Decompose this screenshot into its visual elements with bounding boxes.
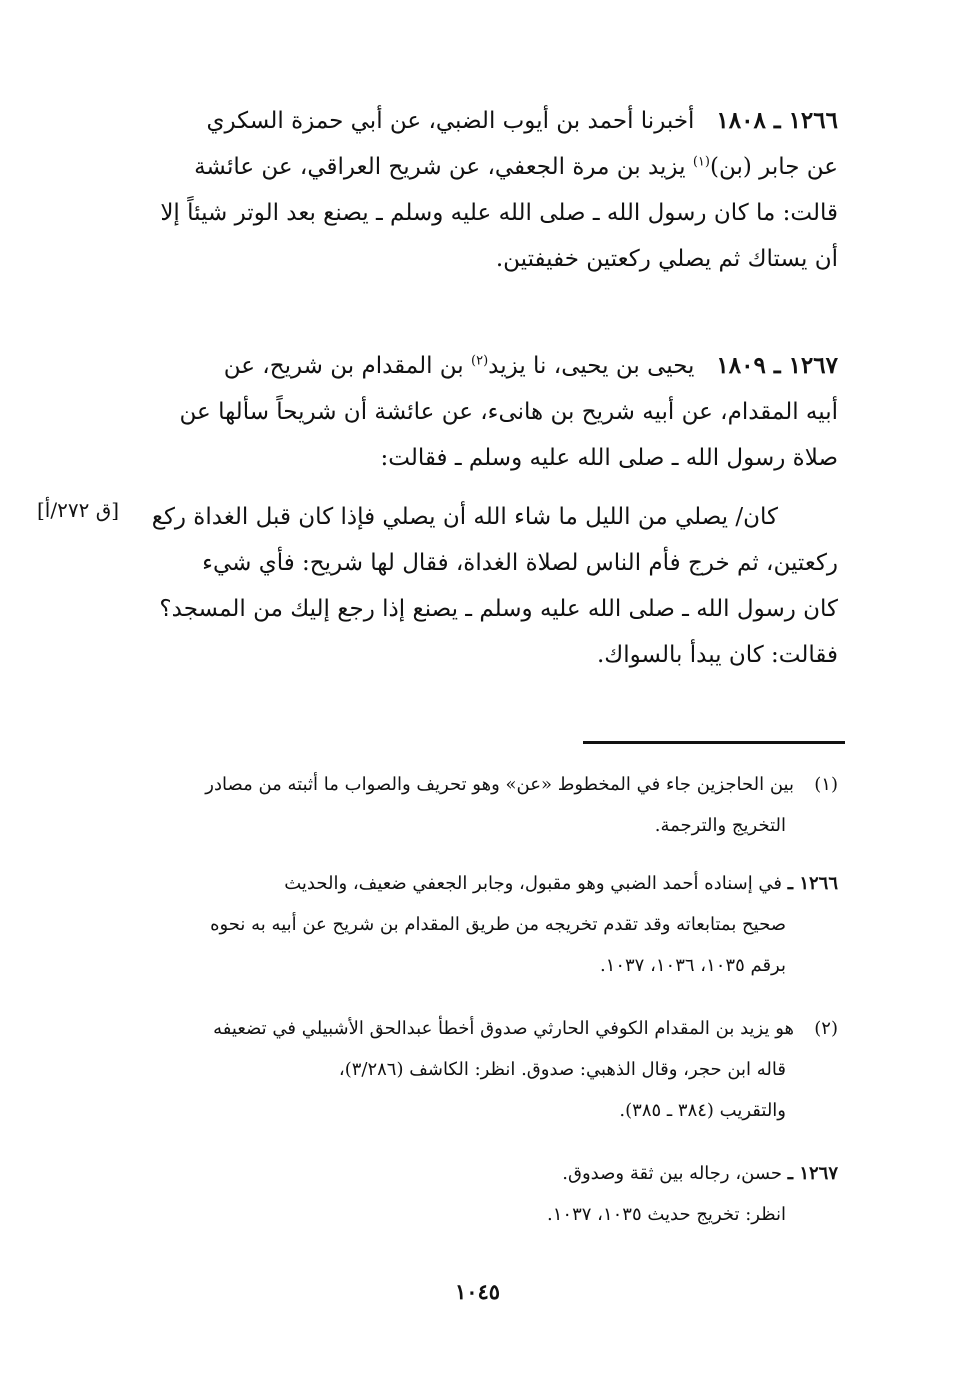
footnote-ref-1: (١) [692, 154, 710, 170]
footnote-ref-2: (٢) [471, 353, 489, 369]
footnote-separator [583, 741, 845, 744]
hadith-1266 [138, 98, 838, 282]
footnote-1-label: (١) [814, 774, 838, 795]
hadith-1267-line-5: ركعتين، ثم خرج فأم الناس لصلاة الغداة، فقال لها شريح: فأي شيء [202, 550, 838, 576]
footnote-1-text-1: بين الحاجزين جاء في المخطوط «عن» وهو تحريف والصواب ما أثبته من مصادر [205, 774, 794, 795]
note-1267-label: ١٢٦٧ ـ [787, 1163, 838, 1184]
footnote-2-text-2: قاله ابن حجر، وقال الذهبي: صدوق. انظر: الكاشف (٣/٢٨٦)، [338, 1059, 786, 1080]
hadith-1267-number: ١٢٦٧ ـ ١٨٠٩ [716, 352, 838, 379]
manuscript-folio-marker: [ق ٢٧٢/أ] [37, 498, 120, 522]
note-1266 [140, 863, 838, 986]
note-1266-text-3: برقم ١٠٣٥، ١٠٣٦، ١٠٣٧. [599, 955, 786, 976]
note-1266-text-2: صحيح بمتابعاته وقد تقدم تخريجه من طريق المقدام بن شريح عن أبيه به نحوه [210, 914, 786, 935]
hadith-1267 [138, 343, 838, 481]
hadith-1267-line-1: ١٢٦٧ ـ ١٨٠٩ يحيى بن يحيى، نا يزيد$^{(٢)}$ بن المقدام بن شريح، عن [223, 352, 838, 379]
hadith-1266-number: ١٢٦٦ ـ ١٨٠٨ [716, 107, 838, 134]
note-1266-label: ١٢٦٦ ـ [787, 873, 838, 894]
hadith-1267-matn [138, 494, 838, 678]
hadith-1267-line-2: أبيه المقدام، عن أبيه شريح بن هانىء، عن عائشة أن شريحاً سألها عن [179, 399, 838, 425]
hadith-1267-line-3: صلاة رسول الله ـ صلى الله عليه وسلم ـ فقالت: [380, 445, 838, 471]
hadith-1266-line-2: عن جابر (بن)$^{(١)}$ يزيد بن مرة الجعفي، عن شريح العراقي، عن عائشة [194, 154, 838, 180]
note-1266-text-1: في إسناده أحمد الضبي وهو مقبول، وجابر الجعفي ضعيف، والحديث [284, 873, 783, 894]
hadith-1266-line-1: ١٢٦٦ ـ ١٨٠٨ أخبرنا أحمد بن أيوب الضبي، عن أبي حمزة السكري [206, 107, 838, 134]
note-1267 [140, 1153, 838, 1235]
hadith-1267-line-4: كان/ يصلي من الليل ما شاء الله أن يصلي فإذا كان قبل الغداة ركع [151, 504, 778, 530]
hadith-1267-line-6: كان رسول الله ـ صلى الله عليه وسلم ـ يصنع إذا رجع إليك من المسجد؟ [159, 596, 838, 622]
hadith-1266-line-3: قالت: ما كان رسول الله ـ صلى الله عليه وسلم ـ يصنع بعد الوتر شيئاً إلا [160, 200, 838, 226]
hadith-1266-line-4: أن يستاك ثم يصلي ركعتين خفيفتين. [495, 246, 838, 272]
page-number: ١٠٤٥ [454, 1279, 501, 1304]
hadith-1267-line-7: فقالت: كان يبدأ بالسواك. [596, 642, 838, 668]
footnote-2-label: (٢) [814, 1018, 838, 1039]
footnote-1-text-2: التخريج والترجمة. [654, 815, 786, 836]
footnote-1 [140, 764, 838, 846]
footnote-2-text-1: هو يزيد بن المقدام الكوفي الحارثي صدوق أخطأ عبدالحق الأشبيلي في تضعيفه [213, 1018, 794, 1039]
note-1267-text-2: انظر: تخريج حديث ١٠٣٥، ١٠٣٧. [547, 1204, 786, 1225]
note-1267-text-1: حسن، رجاله بين ثقة وصدوق. [562, 1163, 783, 1184]
footnote-2-text-3: والتقريب (٣٨٤ ـ ٣٨٥). [619, 1100, 786, 1121]
footnote-2 [140, 1008, 838, 1131]
